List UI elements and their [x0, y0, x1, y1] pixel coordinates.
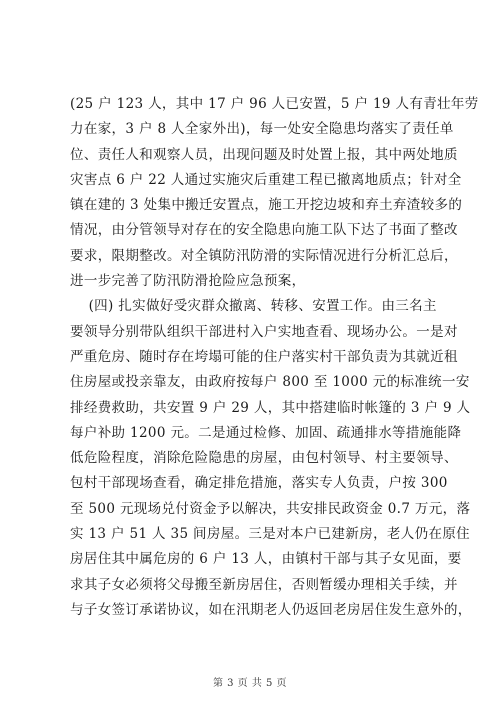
- text-line: (25 户 123 人，其中 17 户 96 人已安置，5 户 19 人有青壮年劳: [70, 96, 479, 112]
- text-line: 与子女签订承诺协议，如在汛期老人仍返回老房居住发生意外的，: [70, 601, 472, 618]
- text-line: 要领导分别带队组织干部进村入户实地查看、现场办公。一是对: [70, 323, 458, 340]
- page-number-footer: 第 3 页 共 5 页: [212, 678, 288, 689]
- text-line: 严重危房、随时存在垮塌可能的住户落实村干部负责为其就近租: [70, 348, 458, 365]
- text-line: 镇在建的 3 处集中搬迁安置点，施工开挖边坡和弃土弃渣较多的: [70, 197, 463, 214]
- body-text: [70, 92, 479, 623]
- text-line: 低危险程度，消除危险隐患的房屋，由包村领导、村主要领导、: [70, 450, 458, 467]
- text-line: 房居住其中属危房的 6 户 13 人，由镇村干部与其子女见面，要: [70, 551, 462, 568]
- text-line: 要求，限期整改。对全镇防汛防滑的实际情况进行分析汇总后，: [70, 247, 458, 264]
- text-line: 包村干部现场查看，确定排危措施，落实专人负责，户按 300: [70, 475, 448, 492]
- text-line: 实 13 户 51 人 35 间房屋。三是对本户已建新房，老人仍在原住: [70, 526, 471, 543]
- text-line: 力在家，3 户 8 人全家外出)，每一处安全隐患均落实了责任单: [70, 121, 454, 138]
- paragraph-start-line: (四) 扎实做好受灾群众撤离、转移、安置工作。由三名主: [70, 298, 437, 315]
- text-line: 位、责任人和观察人员，出现问题及时处置上报，其中两处地质: [70, 146, 458, 163]
- text-line: 住房屋或投亲靠友，由政府按每户 800 至 1000 元的标准统一安: [70, 374, 470, 391]
- text-line: 情况，由分管领导对存在的安全隐患向施工队下达了书面了整改: [70, 222, 458, 239]
- text-line: 排经费救助，共安置 9 户 29 人，其中搭建临时帐篷的 3 户 9 人: [70, 399, 471, 416]
- text-line: 至 500 元现场兑付资金予以解决，共安排民政资金 0.7 万元，落: [70, 500, 471, 517]
- text-line: 求其子女必须将父母搬至新房居住，否则暂缓办理相关手续，并: [70, 576, 458, 593]
- text-line: 进一步完善了防汛防滑抢险应急预案，: [70, 273, 306, 290]
- text-line: 灾害点 6 户 22 人通过实施灾后重建工程已撤离地质点；针对全: [70, 171, 462, 188]
- text-line: 每户补助 1200 元。二是通过检修、加固、疏通排水等措施能降: [70, 424, 462, 441]
